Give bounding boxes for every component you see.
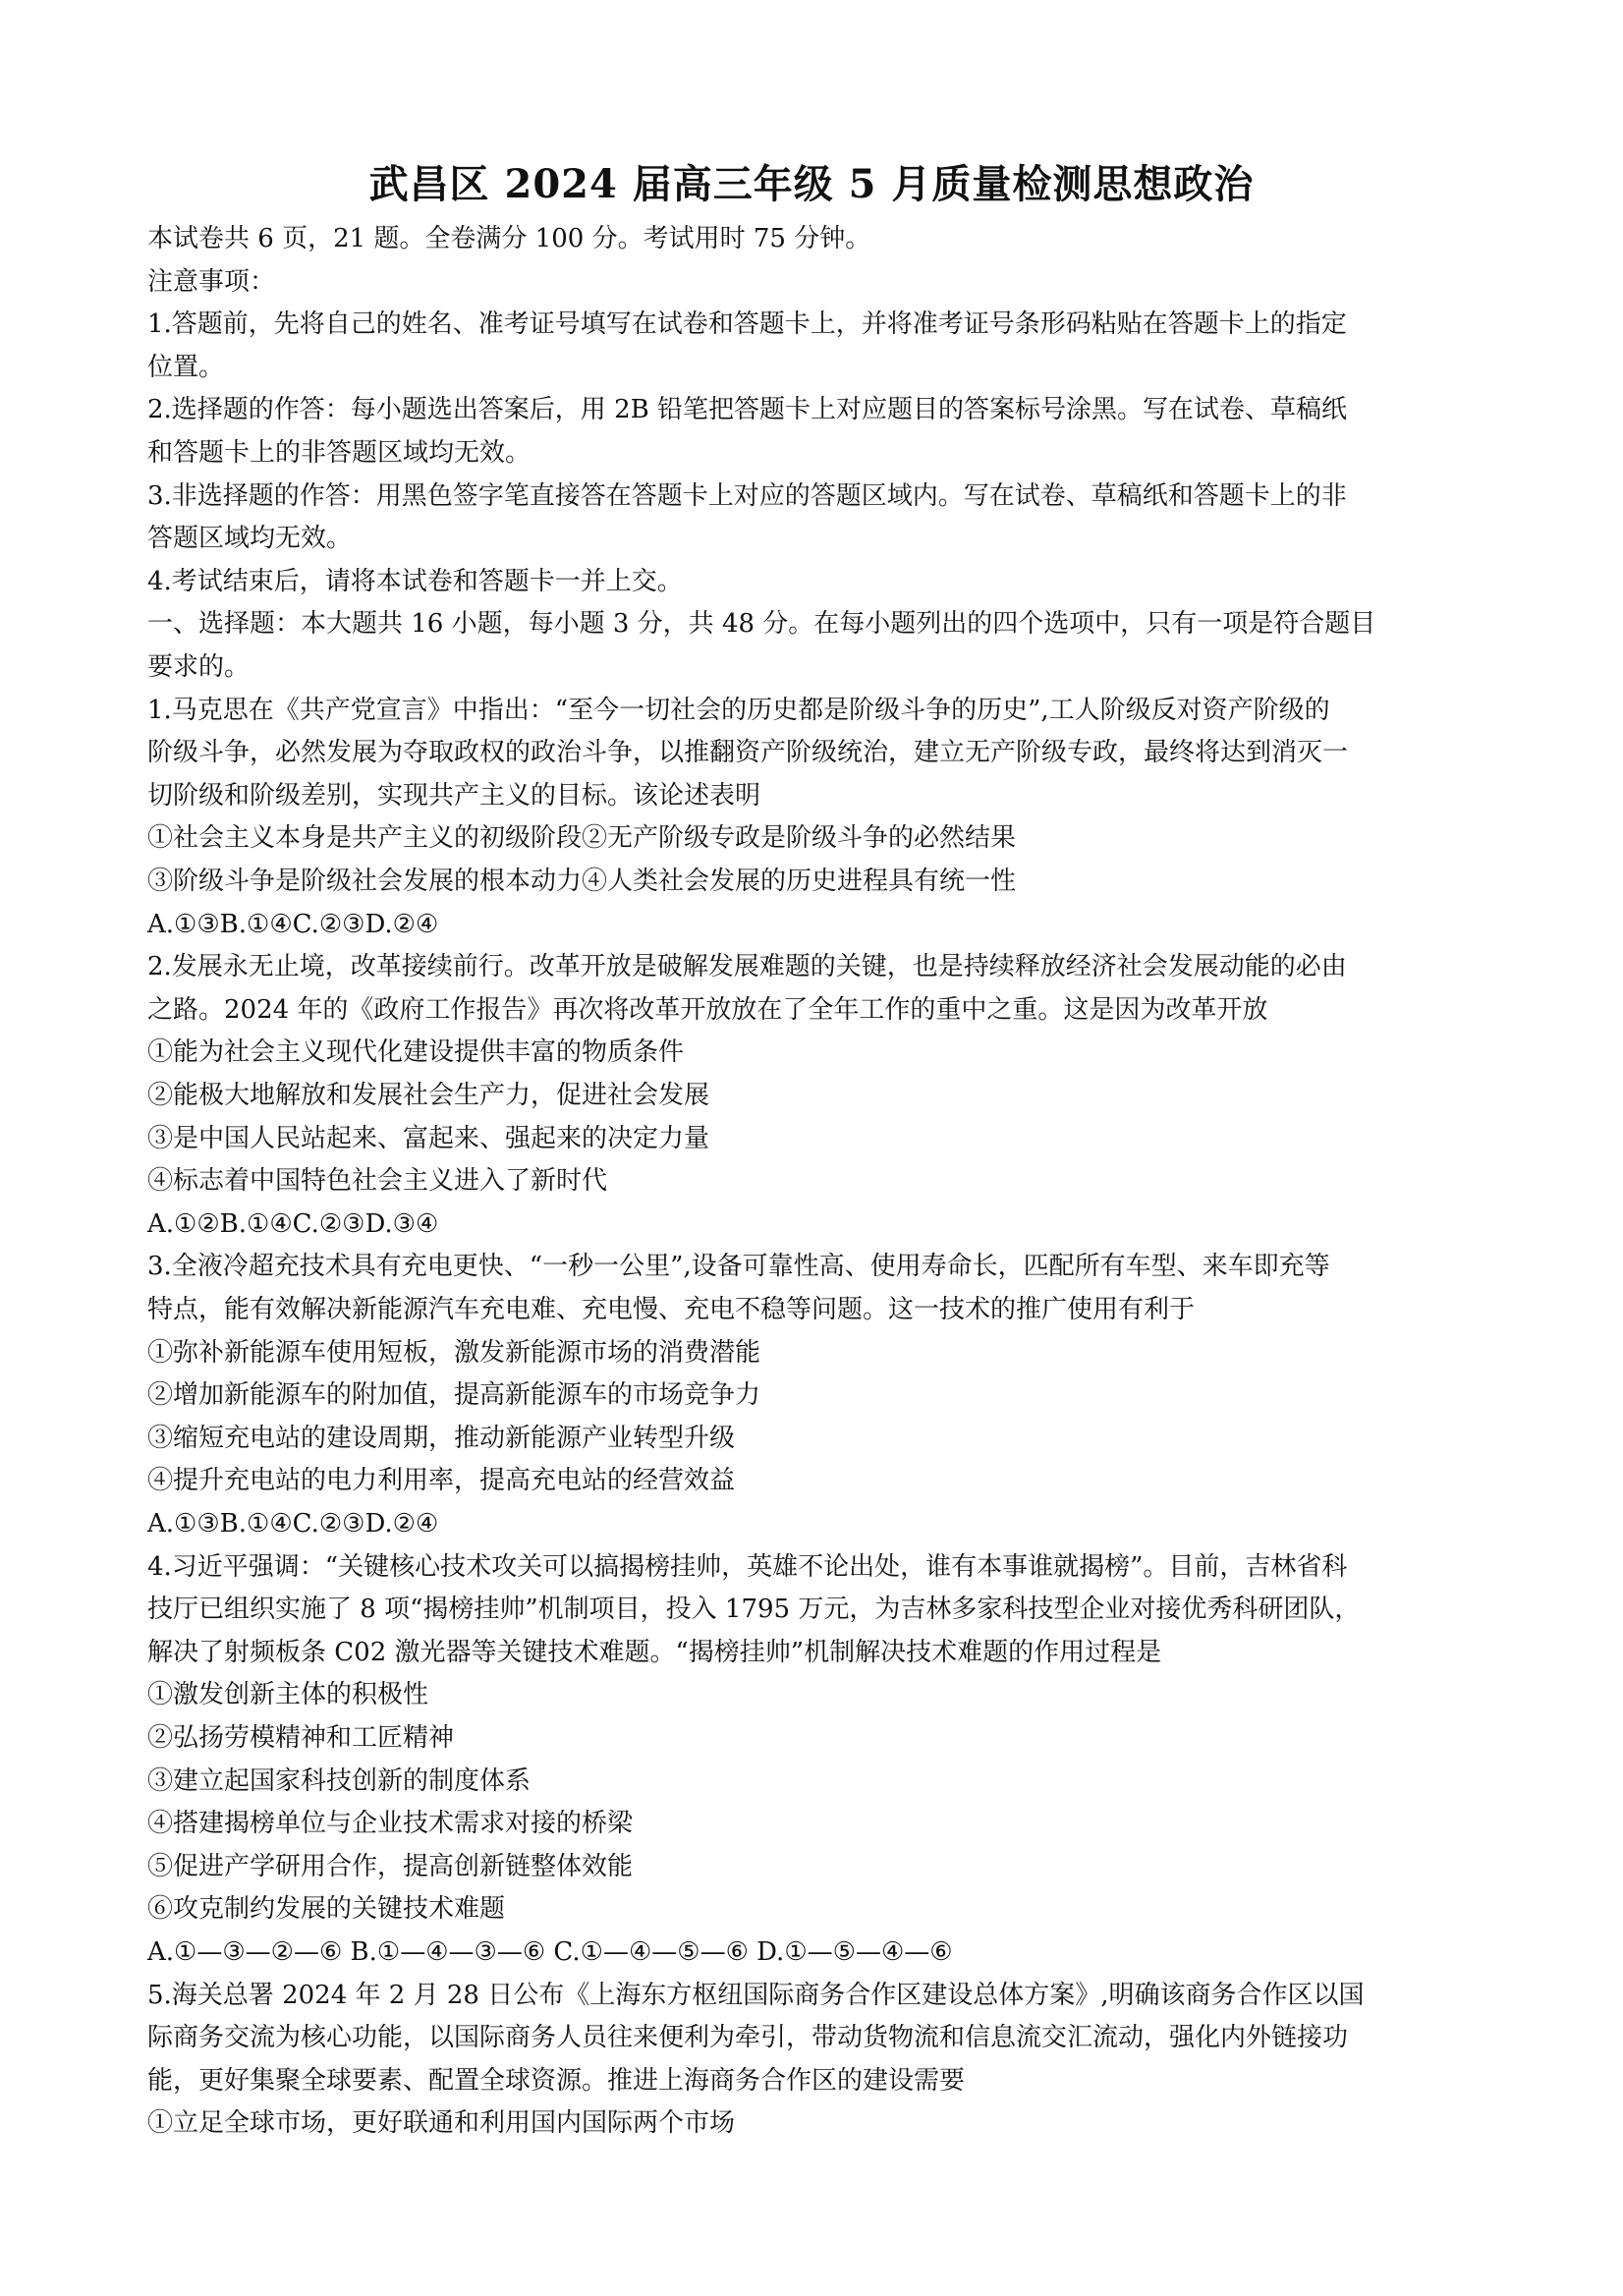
text-line: ①能为社会主义现代化建设提供丰富的物质条件 [147, 1037, 685, 1068]
text-line: 阶级斗争，必然发展为夺取政权的政治斗争，以推翻资产阶级统治，建立无产阶级专政，最终将达到消灭一 [147, 738, 1349, 768]
text-line: 位置。 [147, 352, 225, 382]
text-line: ①弥补新能源车使用短板，激发新能源市场的消费潜能 [147, 1337, 761, 1368]
text-line: 2.选择题的作答：每小题选出答案后，用 2B 铅笔把答题卡上对应题目的答案标号涂黑。写在试卷、草稿纸 [147, 395, 1347, 425]
text-line: ①立足全球市场，更好联通和利用国内国际两个市场 [147, 2108, 736, 2139]
text-line: 要求的。 [147, 652, 251, 682]
text-line: ②弘扬劳模精神和工匠精神 [147, 1723, 455, 1753]
text-line: ⑥攻克制约发展的关键技术难题 [147, 1894, 506, 1925]
text-line: 答题区域均无效。 [147, 524, 353, 554]
text-line: ①激发创新主体的积极性 [147, 1680, 429, 1710]
text-line: ③是中国人民站起来、富起来、强起来的决定力量 [147, 1123, 710, 1153]
text-line: 5.海关总署 2024 年 2 月 28 日公布《上海东方枢纽国际商务合作区建设总体方案》,明确该商务合作区以国 [147, 1980, 1365, 2010]
text-line: 本试卷共 6 页，21 题。全卷满分 100 分。考试用时 75 分钟。 [147, 224, 871, 253]
text-line: 能，更好集聚全球要素、配置全球资源。推进上海商务合作区的建设需要 [147, 2065, 966, 2096]
text-line: 解决了射频板条 C02 激光器等关键技术难题。“揭榜挂帅”机制解决技术难题的作用过程是 [147, 1637, 1162, 1667]
text-line: A.①③B.①④C.②③D.②④ [147, 1509, 439, 1539]
text-line: 之路。2024 年的《政府工作报告》再次将改革开放放在了全年工作的重中之重。这是因为改革开放 [147, 994, 1268, 1025]
text-line: ②能极大地解放和发展社会生产力，促进社会发展 [147, 1081, 710, 1110]
text-line: 一、选择题：本大题共 16 小题，每小题 3 分，共 48 分。在每小题列出的四个选项中，只有一项是符合题目 [147, 609, 1376, 640]
text-line: ②增加新能源车的附加值，提高新能源车的市场竞争力 [147, 1380, 761, 1411]
text-line: 切阶级和阶级差别，实现共产主义的目标。该论述表明 [147, 780, 761, 811]
text-line: ①社会主义本身是共产主义的初级阶段②无产阶级专政是阶级斗争的必然结果 [147, 823, 1017, 854]
text-line: A.①—③—②—⑥ B.①—④—③—⑥ C.①—④—⑤—⑥ D.①—⑤—④—⑥ [147, 1937, 953, 1967]
text-line: ④搭建揭榜单位与企业技术需求对接的桥梁 [147, 1809, 634, 1839]
text-line: 注意事项： [147, 266, 276, 297]
text-line: 4.习近平强调：“关键核心技术攻关可以搞揭榜挂帅，英雄不论出处，谁有本事谁就揭榜”。目前，吉林省科 [147, 1551, 1348, 1582]
text-line: A.①②B.①④C.②③D.③④ [147, 1208, 439, 1239]
text-line: 和答题卡上的非答题区域均无效。 [147, 438, 532, 468]
text-line: 技厅已组织实施了 8 项“揭榜挂帅”机制项目，投入 1795 万元，为吉林多家科技型企业对接优秀科研团队， [147, 1595, 1361, 1625]
text-line: 际商务交流为核心功能，以国际商务人员往来便利为牵引，带动货物流和信息流交汇流动，强化内外链接功 [147, 2023, 1349, 2053]
text-line: 3.全液冷超充技术具有充电更快、“一秒一公里”,设备可靠性高、使用寿命长，匹配所有车型、来车即充等 [147, 1252, 1330, 1282]
text-line: ⑤促进产学研用合作，提高创新链整体效能 [147, 1851, 634, 1881]
text-line: 2.发展永无止境，改革接续前行。改革开放是破解发展难题的关键，也是持续释放经济社会发展动能的必由 [147, 952, 1347, 982]
text-line: A.①③B.①④C.②③D.②④ [147, 909, 439, 939]
text-line: 4.考试结束后，请将本试卷和答题卡一并上交。 [147, 566, 683, 596]
text-line: ④标志着中国特色社会主义进入了新时代 [147, 1166, 608, 1197]
text-line: ③建立起国家科技创新的制度体系 [147, 1765, 532, 1796]
text-line: 3.非选择题的作答：用黑色签字笔直接答在答题卡上对应的答题区域内。写在试卷、草稿纸和答题卡上的非 [147, 480, 1347, 511]
text-line: 1.马克思在《共产党宣言》中指出：“至今一切社会的历史都是阶级斗争的历史”,工人阶级反对资产阶级的 [147, 695, 1330, 725]
text-line: ③缩短充电站的建设周期，推动新能源产业转型升级 [147, 1423, 736, 1453]
text-line: 1.答题前，先将自己的姓名、准考证号填写在试卷和答题卡上，并将准考证号条形码粘贴在答题卡上的指定 [147, 309, 1347, 340]
text-line: 特点，能有效解决新能源汽车充电难、充电慢、充电不稳等问题。这一技术的推广使用有利于 [147, 1295, 1196, 1324]
exam-title: 武昌区 2024 届高三年级 5 月质量检测思想政治 [368, 161, 1255, 207]
text-line: ④提升充电站的电力利用率，提高充电站的经营效益 [147, 1466, 736, 1496]
text-line: ③阶级斗争是阶级社会发展的根本动力④人类社会发展的历史进程具有统一性 [147, 867, 1017, 896]
